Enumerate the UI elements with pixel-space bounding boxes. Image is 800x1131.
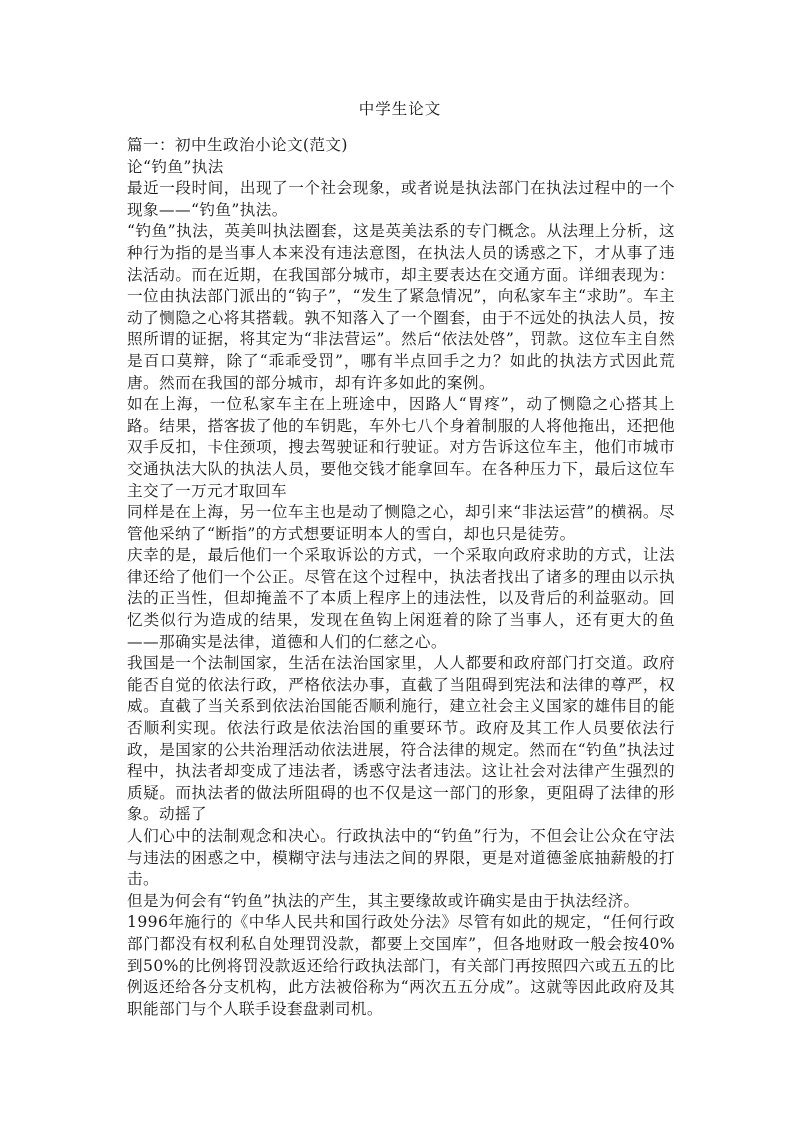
paragraph: 但是为何会有“钓鱼”执法的产生，其主要缘故或许确实是由于执法经济。 [127, 891, 640, 910]
paragraph: 庆幸的是，最后他们一个采取诉讼的方式，一个采取向政府求助的方式，让法律还给了他们一个公正。尽管在这个过程中，执法者找出了诸多的理由以示执法的正当性，但却掩盖不了本质上程序上的违法性，以及背后的利益驱动。回忆类似行为造成的结果，发现在鱼钩上闲逛着的除了当事人，还有更大的鱼——那确实是法律，道德和人们的仁慈之心。 [127, 546, 675, 651]
paragraph: “钓鱼”执法，英美叫执法圈套，这是英美法系的专门概念。从法理上分析，这种行为指的是当事人本来没有违法意图，在执法人员的诱惑之下，才从事了违法活动。而在近期，在我国部分城市，却主要表达在交通方面。详细表现为：一位由执法部门派出的“钩子”，“发生了紧急情况”，向私家车主“求助”。车主动了恻隐之心将其搭载。孰不知落入了一个圈套，由于不远处的执法人员，按照所谓的证据，将其定为“非法营运”。然后“依法处啓”，罚款。这位车主自然是百口莫辩，除了“乖乖受罚”，哪有半点回手之力？如此的执法方式因此荒唐。然而在我国的部分城市，却有许多如此的案例。 [127, 222, 675, 392]
essay-title: 论“钓鱼”执法 [127, 157, 224, 176]
document-body [127, 135, 675, 1020]
paragraph: 如在上海，一位私家车主在上班途中，因路人“胃疼”，动了恻隐之心搭其上路。结果，搭客拔了他的车钥匙，车外七八个身着制服的人将他拖出，还把他双手反扣，卡住颈项，搜去驾驶证和行驶证。对方告诉这位车主，他们市城市交通执法大队的执法人员，要他交钱才能拿回车。在各种压力下，最后这位车主交了一万元才取回车 [127, 395, 675, 500]
page-title: 中学生论文 [358, 100, 442, 118]
paragraph: 最近一段时间，出现了一个社会现象，或者说是执法部门在执法过程中的一个现象——“钓鱼”执法。 [127, 179, 675, 219]
paragraph: 同样是在上海，另一位车主也是动了恻隐之心，却引来“非法运营”的横祸。尽管他采纳了“断指”的方式想要证明本人的雪白，却也只是徒劳。 [127, 503, 675, 543]
paragraph: 1996年施行的《中华人民共和国行政处分法》尽管有如此的规定，“任何行政部门都没有权利私自处理罚没款，都要上交国库”，但各地财政一般会按40%到50%的比例将罚没款返还给行政执法部门，有关部门再按照四六或五五的比例返还给各分支机构，此方法被俗称为“两次五五分成”。这就等因此政府及其职能部门与个人联手设套盘剥司机。 [127, 913, 675, 1018]
paragraph: 人们心中的法制观念和决心。行政执法中的“钓鱼”行为，不但会让公众在守法与违法的困惑之中，模糊守法与违法之间的界限，更是对道德釜底抽薪般的打击。 [127, 827, 675, 889]
paragraph: 我国是一个法制国家，生活在法治国家里，人人都要和政府部门打交道。政府能否自觉的依法行政，严格依法办事，直截了当阻碍到宪法和法律的尊严，权威。直截了当关系到依法治国能否顺利施行，建立社会主义国家的雄伟目的能否顺利实现。依法行政是依法治国的重要环节。政府及其工作人员要依法行政，是国家的公共治理活动依法进展，符合法律的规定。然而在“钓鱼”执法过程中，执法者却变成了违法者，诱惑守法者违法。这让社会对法律产生强烈的质疑。而执法者的做法所阻碍的也不仅是这一部门的形象，更阻碍了法律的形象。动摇了 [127, 654, 675, 824]
section-heading: 篇一：初中生政治小论文(范文) [127, 136, 348, 154]
